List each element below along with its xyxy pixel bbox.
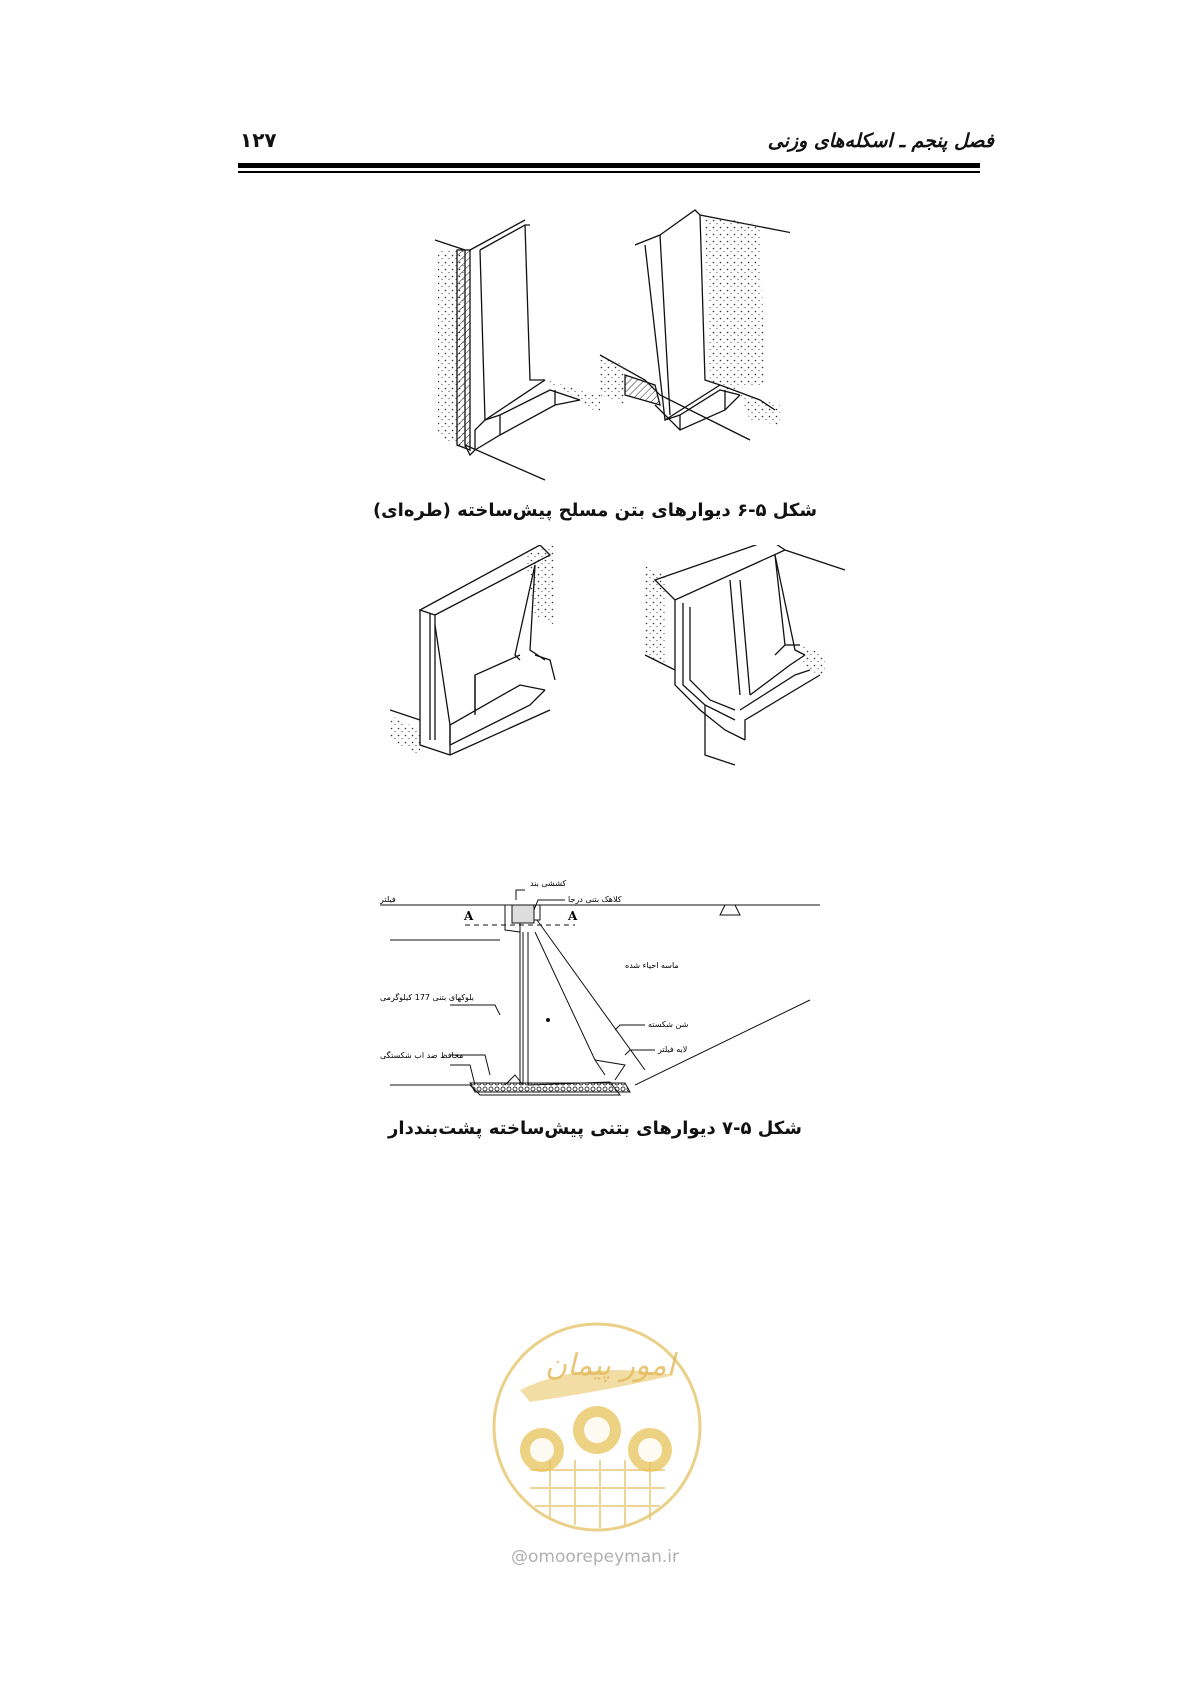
header-rule-thin [238, 171, 980, 173]
label-cap: کلاهک بتنی درجا [568, 895, 622, 904]
label-section-a-left: A [464, 909, 474, 923]
scour-protection-band [470, 1083, 630, 1092]
label-filter-top: فیلتر [380, 895, 396, 904]
label-gravel: شن شکسته [648, 1020, 689, 1029]
label-blocks: بلوکهای بتنی 177 کیلوگرمی [380, 993, 475, 1002]
label-scour: محافظ ضد اب شکستگی [380, 1051, 464, 1060]
figure-5-7-drawing [380, 870, 830, 1110]
label-section-a-right: A [568, 909, 578, 923]
buttress-wall-left [390, 545, 555, 755]
figure-5-7-caption: شکل ۵-۷ دیوارهای بتنی پیش‌ساخته پشت‌بنددار [388, 1118, 802, 1139]
watermark-logo [490, 1320, 705, 1535]
chapter-title: فصل پنجم ـ اسکله‌های وزنی [767, 130, 994, 152]
label-mooring: کششی بند [530, 879, 567, 888]
label-filter-layer: لایه فیلتر [658, 1045, 688, 1054]
page-number: ۱۲۷ [240, 128, 277, 152]
watermark-url: @omoorepeyman.ir [510, 1547, 680, 1567]
label-backfill: ماسه احیاء شده [625, 961, 679, 970]
figure-5-6-drawing [430, 205, 790, 495]
figure-buttress-drawing [390, 545, 860, 785]
header-rule-thick [238, 163, 980, 168]
cantilever-wall-right [600, 210, 790, 480]
figure-5-6-caption: شکل ۵-۶ دیوارهای بتن مسلح پیش‌ساخته (طره‌ای) [372, 500, 818, 521]
buttress-wall-right [645, 545, 845, 765]
cantilever-wall-left [435, 220, 600, 480]
watermark-logo-text: امور پیمان [545, 1348, 675, 1383]
